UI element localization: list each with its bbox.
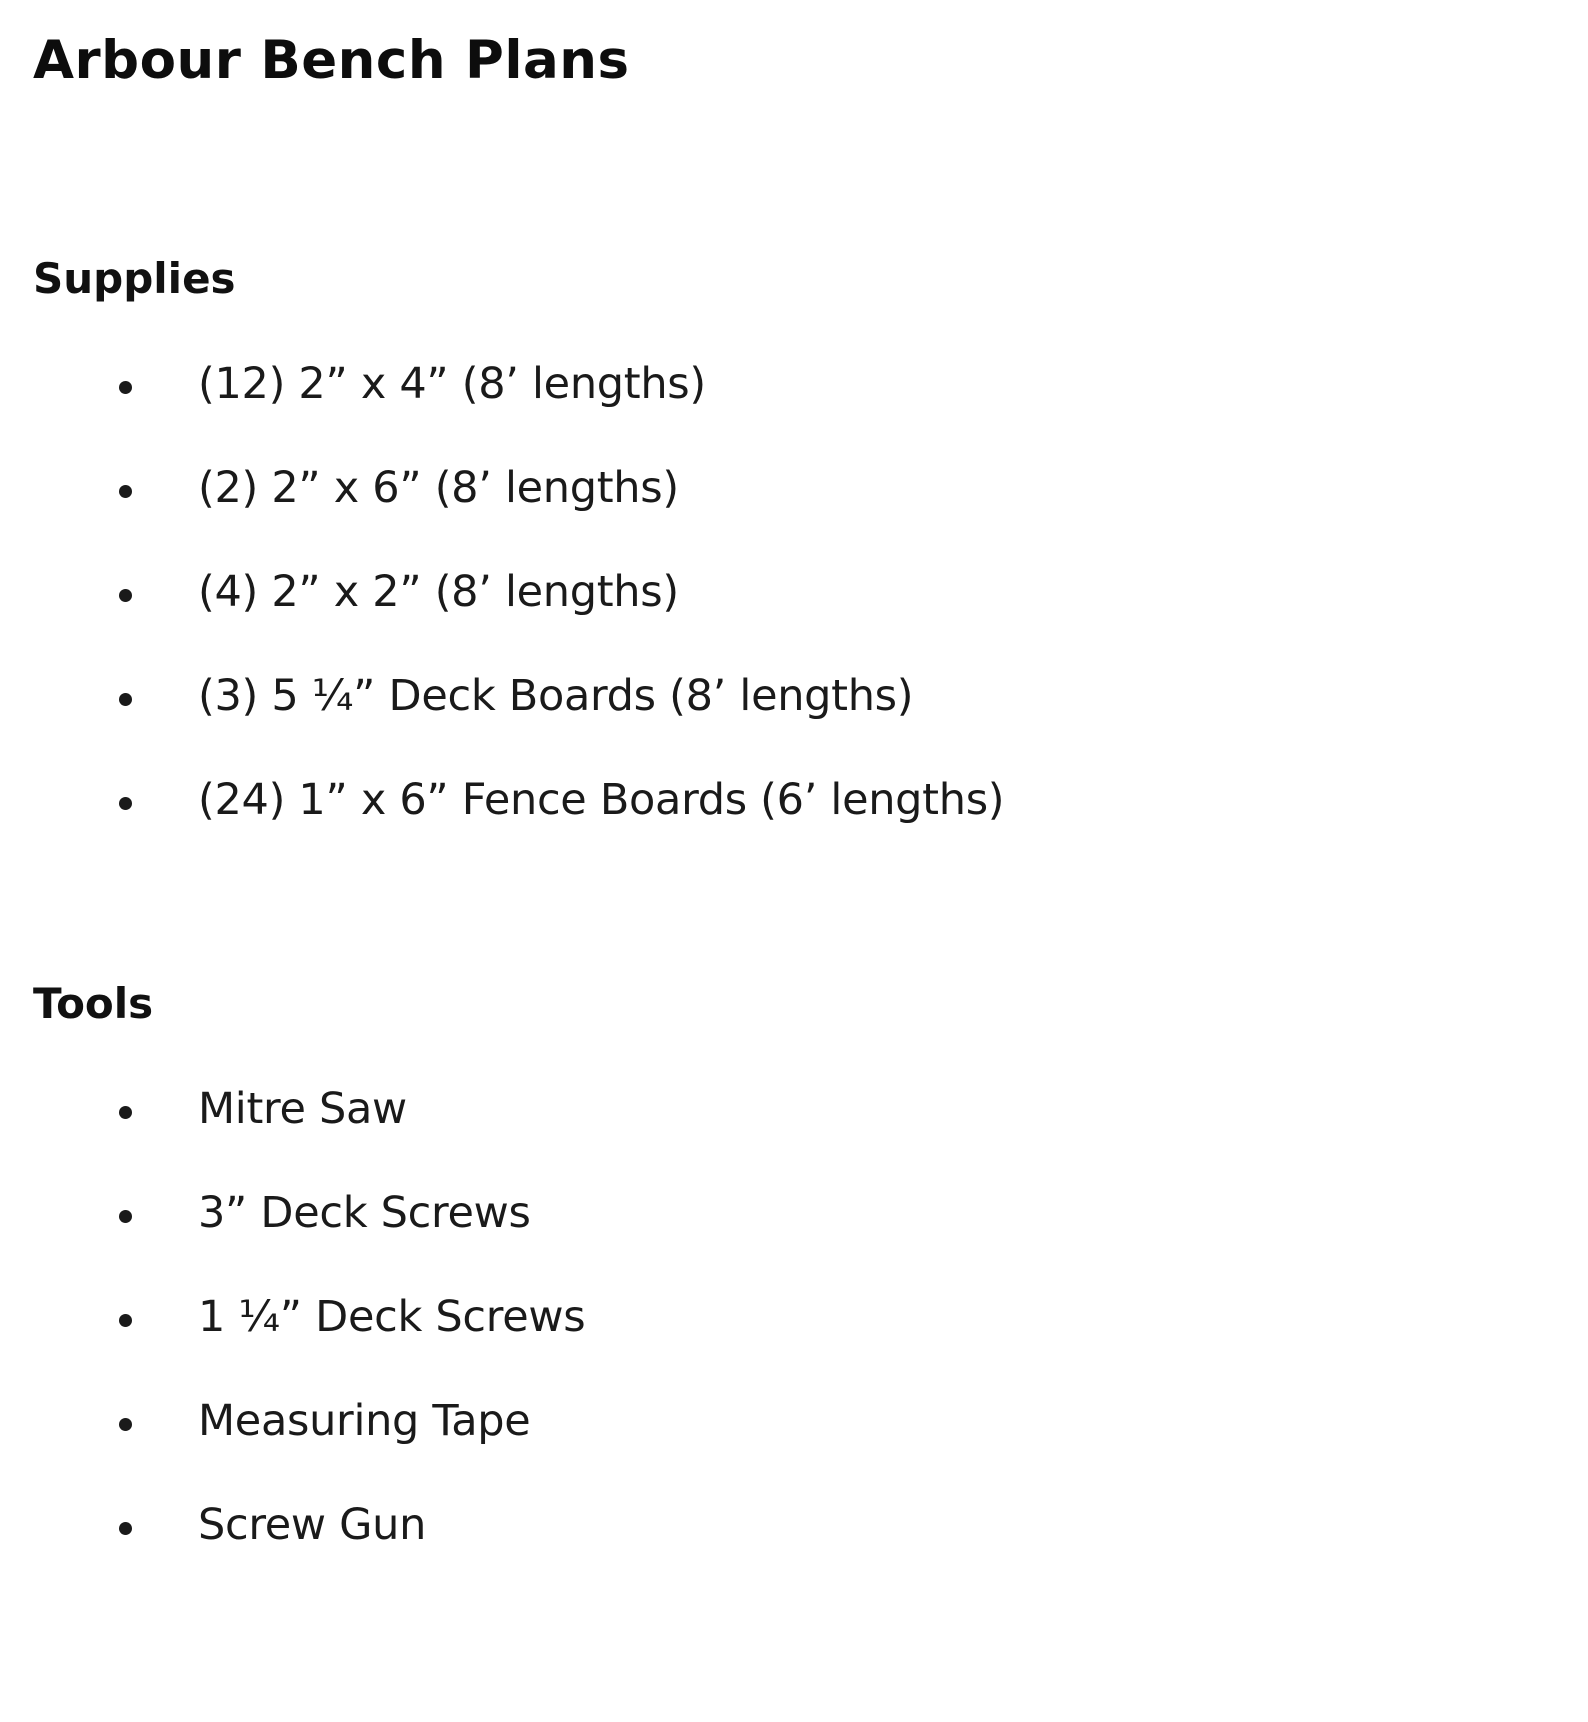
tools-heading: Tools bbox=[33, 979, 154, 1028]
bullet-icon bbox=[119, 1314, 132, 1327]
tool-item-text: Screw Gun bbox=[198, 1500, 427, 1550]
supply-item-text: (12) 2” x 4” (8’ lengths) bbox=[198, 359, 706, 409]
bullet-icon bbox=[119, 693, 132, 706]
bullet-icon bbox=[119, 1106, 132, 1119]
supplies-list bbox=[0, 350, 1588, 870]
supplies-list-item bbox=[0, 350, 1588, 454]
tools-list-item bbox=[0, 1075, 1588, 1179]
bullet-icon bbox=[119, 1210, 132, 1223]
tool-item-text: 3” Deck Screws bbox=[198, 1188, 531, 1238]
bullet-icon bbox=[119, 797, 132, 810]
supply-item-text: (2) 2” x 6” (8’ lengths) bbox=[198, 463, 679, 513]
supply-item-text: (4) 2” x 2” (8’ lengths) bbox=[198, 567, 679, 617]
document-title: Arbour Bench Plans bbox=[33, 30, 630, 91]
tools-list-item bbox=[0, 1387, 1588, 1491]
bullet-icon bbox=[119, 1522, 132, 1535]
supplies-heading: Supplies bbox=[33, 254, 236, 303]
tools-list bbox=[0, 1075, 1588, 1595]
bullet-icon bbox=[119, 381, 132, 394]
supply-item-text: (24) 1” x 6” Fence Boards (6’ lengths) bbox=[198, 775, 1005, 825]
bullet-icon bbox=[119, 589, 132, 602]
tools-list-item bbox=[0, 1491, 1588, 1595]
supplies-list-item bbox=[0, 454, 1588, 558]
bullet-icon bbox=[119, 485, 132, 498]
tools-list-item bbox=[0, 1283, 1588, 1387]
tools-list-item bbox=[0, 1179, 1588, 1283]
tool-item-text: 1 ¼” Deck Screws bbox=[198, 1292, 586, 1342]
supplies-list-item bbox=[0, 662, 1588, 766]
bullet-icon bbox=[119, 1418, 132, 1431]
supplies-list-item bbox=[0, 558, 1588, 662]
supplies-list-item bbox=[0, 766, 1588, 870]
tool-item-text: Measuring Tape bbox=[198, 1396, 531, 1446]
tool-item-text: Mitre Saw bbox=[198, 1084, 407, 1134]
supply-item-text: (3) 5 ¼” Deck Boards (8’ lengths) bbox=[198, 671, 914, 721]
